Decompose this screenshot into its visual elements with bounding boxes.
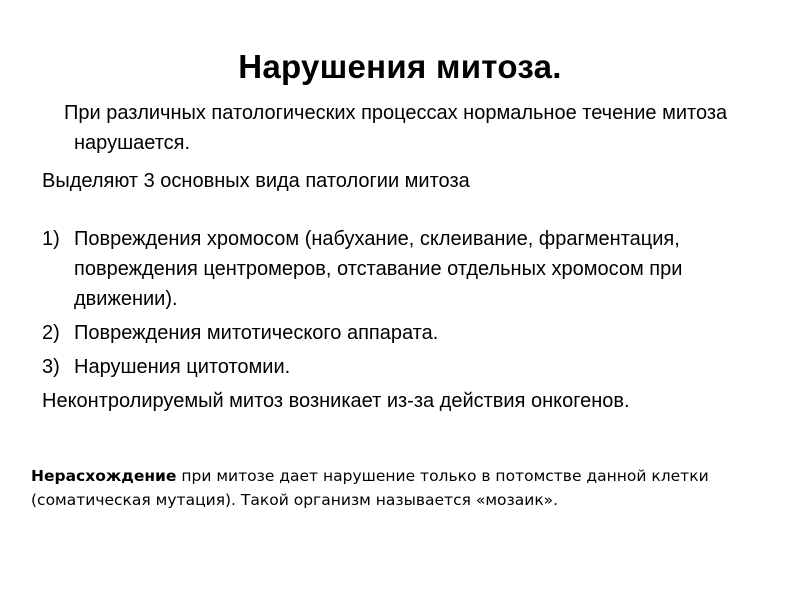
- note-paragraph: [31, 464, 731, 512]
- list-item-text: Нарушения цитотомии.: [74, 356, 291, 378]
- note-term: Нерасхождение: [31, 467, 177, 485]
- list-item: [42, 352, 742, 382]
- slide-body: [42, 98, 742, 416]
- list-item-number: 1): [42, 228, 60, 250]
- list-item: [42, 224, 742, 314]
- spacer: [42, 196, 742, 224]
- list-item-text: Повреждения митотического аппарата.: [74, 322, 439, 344]
- list-item-number: 3): [42, 356, 60, 378]
- intro-paragraph: При различных патологических процессах нормальное течение митоза нарушается.: [64, 102, 728, 154]
- types-intro-paragraph: Выделяют 3 основных вида патологии митоза: [42, 170, 470, 192]
- oncogenes-paragraph: Неконтролируемый митоз возникает из-за действия онкогенов.: [42, 390, 630, 412]
- slide-title: Нарушения митоза.: [238, 48, 562, 85]
- list-item-text: Повреждения хромосом (набухание, склеивание, фрагментация, повреждения центромеров, отставание отдельных хромосом при движении).: [74, 228, 683, 310]
- note-text: при митозе дает нарушение только в потомстве данной клетки (соматическая мутация). Такой организм называется «мозаик».: [31, 467, 709, 509]
- list-item-number: 2): [42, 322, 60, 344]
- spacer: [42, 158, 742, 166]
- list-item: [42, 318, 742, 348]
